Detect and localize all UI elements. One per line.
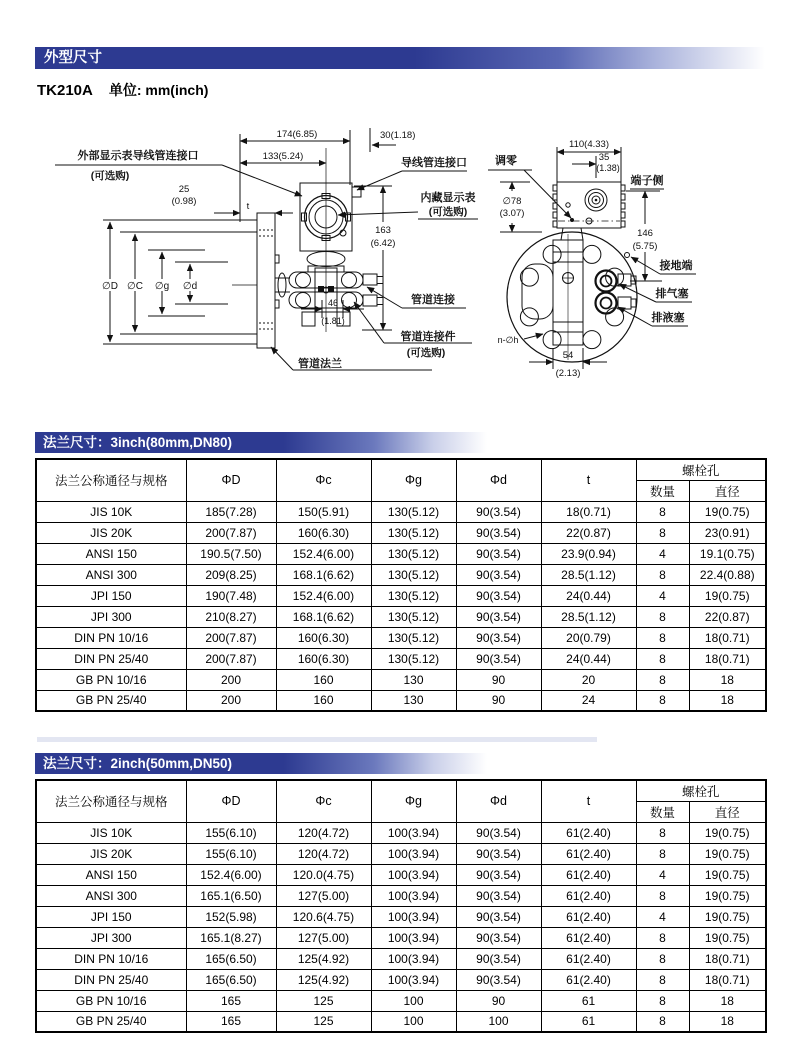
dimension-cell: 90(3.54): [456, 606, 541, 627]
dimension-cell: 61(2.40): [541, 885, 636, 906]
col-header-bolt-holes: 螺栓孔: [636, 459, 766, 480]
dimension-cell: 120.0(4.75): [276, 864, 371, 885]
table-row: [36, 627, 766, 648]
table-row: [36, 822, 766, 843]
dimension-cell: 90: [456, 669, 541, 690]
col-header-phic: Φc: [276, 780, 371, 822]
dimension-cell: 61(2.40): [541, 948, 636, 969]
table-row: [36, 864, 766, 885]
flange-spec-cell: JPI 300: [36, 606, 186, 627]
dimension-cell: 120(4.72): [276, 822, 371, 843]
label-vent-plug: 排气塞: [655, 288, 689, 300]
label-terminal-side: 端子侧: [630, 175, 664, 187]
dimension-cell: 8: [636, 1011, 689, 1032]
dimension-cell: 90(3.54): [456, 927, 541, 948]
dim-46-inch: (1.81): [321, 316, 345, 326]
dimension-cell: 130: [371, 690, 456, 711]
dimension-cell: 18: [689, 1011, 766, 1032]
dimension-cell: 8: [636, 927, 689, 948]
table-row: [36, 522, 766, 543]
dimension-cell: 127(5.00): [276, 927, 371, 948]
dimension-cell: 165(6.50): [186, 948, 276, 969]
dimension-cell: 90(3.54): [456, 969, 541, 990]
dimension-cell: 18: [689, 990, 766, 1011]
label-bolt-holes: n-∅h: [497, 335, 519, 345]
dimension-cell: 160: [276, 690, 371, 711]
dim-t: t: [246, 201, 250, 212]
model-name: TK210A: [37, 82, 93, 99]
col-header-dia: 直径: [689, 801, 766, 822]
label-drain-plug: 排液塞: [651, 312, 685, 324]
col-header-phic: Φc: [276, 459, 371, 501]
dim-front-height: 146: [637, 228, 653, 239]
label-pipe-connector-note: (可选购): [406, 347, 446, 359]
dimension-cell: 165: [186, 1011, 276, 1032]
dimension-cell: 152.4(6.00): [276, 543, 371, 564]
flange-table-dn80: [35, 458, 767, 712]
table-row: [36, 564, 766, 585]
dimension-cell: 130(5.12): [371, 543, 456, 564]
col-header-phiD: ΦD: [186, 459, 276, 501]
dim-height-inch: (6.42): [370, 238, 396, 249]
dimension-cell: 90(3.54): [456, 648, 541, 669]
dimension-cell: 168.1(6.62): [276, 564, 371, 585]
label-pipe-flange: 管道法兰: [298, 358, 342, 370]
table-row: [36, 648, 766, 669]
dimension-cell: 100(3.94): [371, 843, 456, 864]
dimension-cell: 165(6.50): [186, 969, 276, 990]
dimension-cell: 130(5.12): [371, 564, 456, 585]
label-pipe-connector: 管道连接件: [400, 331, 456, 343]
dimension-cell: 90: [456, 990, 541, 1011]
dim-width-right: 30(1.18): [380, 130, 416, 141]
label-external-conduit: 外部显示表导线管连接口: [77, 150, 199, 162]
col-header-phiD: ΦD: [186, 780, 276, 822]
dimension-cell: 100(3.94): [371, 948, 456, 969]
flange-spec-cell: DIN PN 10/16: [36, 948, 186, 969]
col-header-t: t: [541, 459, 636, 501]
dimension-cell: 8: [636, 822, 689, 843]
dia-d-label: ∅d: [182, 281, 198, 292]
dimension-cell: 160(6.30): [276, 522, 371, 543]
dimension-cell: 200: [186, 690, 276, 711]
dimension-cell: 209(8.25): [186, 564, 276, 585]
section-banner: [35, 47, 765, 69]
dimension-cell: 18(0.71): [689, 627, 766, 648]
dimension-cell: 130(5.12): [371, 522, 456, 543]
unit-label: 单位: mm(inch): [108, 82, 209, 98]
table-row: [36, 969, 766, 990]
table-row: [36, 501, 766, 522]
table-banner-dn80: [35, 432, 487, 453]
table-banner-dn50: [35, 753, 487, 774]
dimension-cell: 152.4(6.00): [186, 864, 276, 885]
dimension-cell: 90(3.54): [456, 948, 541, 969]
flange-spec-cell: DIN PN 25/40: [36, 648, 186, 669]
dimension-cell: 19.1(0.75): [689, 543, 766, 564]
dimension-cell: 165: [186, 990, 276, 1011]
flange-spec-cell: GB PN 25/40: [36, 1011, 186, 1032]
flange-spec-cell: JIS 10K: [36, 822, 186, 843]
dimension-cell: 28.5(1.12): [541, 564, 636, 585]
dimension-cell: 90(3.54): [456, 585, 541, 606]
dimension-cell: 152.4(6.00): [276, 585, 371, 606]
table-row: [36, 690, 766, 711]
dim-front-height-inch: (5.75): [632, 241, 658, 252]
dimension-cell: 152(5.98): [186, 906, 276, 927]
dimension-cell: 125: [276, 1011, 371, 1032]
dimension-cell: 8: [636, 690, 689, 711]
dim-35: 35: [598, 152, 610, 163]
col-header-qty: 数量: [636, 480, 689, 501]
dim-46: 46: [327, 298, 339, 308]
flange-spec-cell: GB PN 10/16: [36, 990, 186, 1011]
dimension-cell: 165.1(6.50): [186, 885, 276, 906]
dimension-cell: 200(7.87): [186, 648, 276, 669]
dim-height: 163: [375, 225, 391, 236]
col-header-spec: 法兰公称通径与规格: [36, 459, 186, 501]
dimension-cell: 8: [636, 627, 689, 648]
dimension-cell: 8: [636, 969, 689, 990]
table-row: [36, 1011, 766, 1032]
flange-table-section-dn50: [35, 753, 765, 1033]
table-row: [36, 927, 766, 948]
flange-table-dn50: [35, 779, 767, 1033]
dimension-cell: 18(0.71): [689, 948, 766, 969]
dimension-cell: 19(0.75): [689, 906, 766, 927]
dimension-cell: 127(5.00): [276, 885, 371, 906]
dimension-cell: 8: [636, 885, 689, 906]
dimension-cell: 19(0.75): [689, 501, 766, 522]
table-row: [36, 948, 766, 969]
dimension-cell: 20: [541, 669, 636, 690]
dimension-cell: 24: [541, 690, 636, 711]
dim-width-total: 174(6.85): [276, 129, 318, 140]
dimension-cell: 8: [636, 564, 689, 585]
flange-spec-cell: GB PN 25/40: [36, 690, 186, 711]
label-builtin-display-note: (可选购): [428, 206, 468, 218]
dimension-cell: 24(0.44): [541, 585, 636, 606]
dimension-cell: 90(3.54): [456, 627, 541, 648]
dimension-cell: 4: [636, 864, 689, 885]
table-row: [36, 606, 766, 627]
table-row: [36, 990, 766, 1011]
table-row: [36, 906, 766, 927]
dimension-cell: 100: [371, 1011, 456, 1032]
dimension-cell: 90(3.54): [456, 501, 541, 522]
dimension-cell: 61(2.40): [541, 843, 636, 864]
table-banner-label: 法兰尺寸：2inch(50mm,DN50): [43, 756, 233, 771]
table-row: [36, 669, 766, 690]
dimension-cell: 61: [541, 1011, 636, 1032]
label-builtin-display: 内藏显示表: [420, 192, 476, 204]
dia-C-label: ∅C: [127, 281, 143, 292]
dimension-cell: 160(6.30): [276, 627, 371, 648]
dimension-cell: 190(7.48): [186, 585, 276, 606]
dimension-cell: 130: [371, 669, 456, 690]
dim-25: 25: [178, 184, 190, 195]
dimension-cell: 100(3.94): [371, 822, 456, 843]
dimension-cell: 90(3.54): [456, 822, 541, 843]
dimension-cell: 8: [636, 669, 689, 690]
flange-spec-cell: GB PN 10/16: [36, 669, 186, 690]
dimension-cell: 90: [456, 690, 541, 711]
banner-shadow-strip: [37, 737, 597, 742]
model-title-line: [37, 80, 208, 100]
dimension-cell: 100: [456, 1011, 541, 1032]
col-header-t: t: [541, 780, 636, 822]
dimension-cell: 125(4.92): [276, 969, 371, 990]
dimension-cell: 61(2.40): [541, 906, 636, 927]
dimension-cell: 155(6.10): [186, 822, 276, 843]
dimension-cell: 28.5(1.12): [541, 606, 636, 627]
dimension-cell: 22(0.87): [689, 606, 766, 627]
col-header-spec: 法兰公称通径与规格: [36, 780, 186, 822]
dimension-cell: 24(0.44): [541, 648, 636, 669]
dimension-cell: 19(0.75): [689, 927, 766, 948]
dim-25-inch: (0.98): [171, 196, 197, 207]
dimension-cell: 8: [636, 843, 689, 864]
col-header-phig: Φg: [371, 459, 456, 501]
dimension-cell: 100(3.94): [371, 885, 456, 906]
dimension-drawing: [0, 112, 800, 404]
dimension-cell: 8: [636, 990, 689, 1011]
dimension-cell: 18(0.71): [689, 969, 766, 990]
flange-spec-cell: JPI 150: [36, 906, 186, 927]
dimension-cell: 20(0.79): [541, 627, 636, 648]
dimension-cell: 200(7.87): [186, 627, 276, 648]
dimension-cell: 19(0.75): [689, 864, 766, 885]
dimension-cell: 19(0.75): [689, 885, 766, 906]
dim-width-center: 133(5.24): [262, 151, 304, 162]
dimension-cell: 100(3.94): [371, 864, 456, 885]
dim-54-inch: (2.13): [555, 368, 581, 379]
dimension-cell: 90(3.54): [456, 543, 541, 564]
dimension-cell: 61(2.40): [541, 927, 636, 948]
flange-spec-cell: DIN PN 10/16: [36, 627, 186, 648]
front-view-transmitter: [507, 182, 637, 362]
dimension-cell: 18(0.71): [689, 648, 766, 669]
dimension-cell: 4: [636, 906, 689, 927]
dimension-cell: 8: [636, 648, 689, 669]
dimension-cell: 90(3.54): [456, 843, 541, 864]
dimension-cell: 190.5(7.50): [186, 543, 276, 564]
flange-spec-cell: JPI 300: [36, 927, 186, 948]
dimension-cell: 19(0.75): [689, 585, 766, 606]
flange-spec-cell: JIS 20K: [36, 522, 186, 543]
dimension-cell: 130(5.12): [371, 648, 456, 669]
dim-54: 54: [562, 350, 574, 361]
dimension-cell: 61: [541, 990, 636, 1011]
dimension-cell: 23(0.91): [689, 522, 766, 543]
col-header-qty: 数量: [636, 801, 689, 822]
dimension-cell: 61(2.40): [541, 969, 636, 990]
flange-spec-cell: JPI 150: [36, 585, 186, 606]
dimension-cell: 4: [636, 585, 689, 606]
dia-D-label: ∅D: [102, 281, 118, 292]
table-row: [36, 885, 766, 906]
col-header-phig: Φg: [371, 780, 456, 822]
dimension-cell: 100: [371, 990, 456, 1011]
dimension-cell: 168.1(6.62): [276, 606, 371, 627]
table-banner-label: 法兰尺寸：3inch(80mm,DN80): [43, 435, 233, 450]
dim-35-inch: (1.38): [596, 163, 620, 173]
dimension-cell: 100(3.94): [371, 927, 456, 948]
dimension-cell: 22.4(0.88): [689, 564, 766, 585]
flange-spec-cell: ANSI 150: [36, 864, 186, 885]
label-ground-terminal: 接地端: [659, 260, 693, 272]
dimension-cell: 120.6(4.75): [276, 906, 371, 927]
table-row: [36, 585, 766, 606]
dimension-cell: 130(5.12): [371, 501, 456, 522]
section-banner-label: 外型尺寸: [44, 50, 102, 66]
dimension-cell: 125: [276, 990, 371, 1011]
dimension-cell: 61(2.40): [541, 864, 636, 885]
flange-spec-cell: ANSI 300: [36, 885, 186, 906]
dimension-cell: 200: [186, 669, 276, 690]
col-header-phid: Φd: [456, 459, 541, 501]
dimension-cell: 61(2.40): [541, 822, 636, 843]
dimension-cell: 19(0.75): [689, 843, 766, 864]
dimension-cell: 19(0.75): [689, 822, 766, 843]
flange-table-section-dn80: [35, 432, 765, 712]
dimension-cell: 130(5.12): [371, 606, 456, 627]
dimension-cell: 120(4.72): [276, 843, 371, 864]
label-external-conduit-note: (可选购): [90, 170, 130, 182]
dimension-cell: 90(3.54): [456, 522, 541, 543]
dimension-cell: 8: [636, 501, 689, 522]
dimension-cell: 18(0.71): [541, 501, 636, 522]
table-row: [36, 543, 766, 564]
dimension-cell: 185(7.28): [186, 501, 276, 522]
dimension-cell: 8: [636, 522, 689, 543]
dimension-cell: 210(8.27): [186, 606, 276, 627]
dimension-cell: 165.1(8.27): [186, 927, 276, 948]
dimension-cell: 90(3.54): [456, 906, 541, 927]
label-zero-adjust: 调零: [495, 155, 517, 167]
dimension-cell: 18: [689, 669, 766, 690]
flange-spec-cell: DIN PN 25/40: [36, 969, 186, 990]
dimension-cell: 100(3.94): [371, 906, 456, 927]
dimension-cell: 22(0.87): [541, 522, 636, 543]
dimension-cell: 160: [276, 669, 371, 690]
col-header-bolt-holes: 螺栓孔: [636, 780, 766, 801]
dimension-cell: 150(5.91): [276, 501, 371, 522]
label-pipe-connection: 管道连接: [411, 294, 455, 306]
dim-front-width: 110(4.33): [569, 139, 609, 150]
dimension-cell: 8: [636, 606, 689, 627]
dimension-cell: 100(3.94): [371, 969, 456, 990]
dimension-cell: 160(6.30): [276, 648, 371, 669]
dimension-cell: 130(5.12): [371, 627, 456, 648]
flange-spec-cell: JIS 20K: [36, 843, 186, 864]
label-conduit-port: 导线管连接口: [401, 157, 467, 169]
dimension-cell: 90(3.54): [456, 864, 541, 885]
dimension-cell: 8: [636, 948, 689, 969]
dimension-cell: 4: [636, 543, 689, 564]
col-header-dia: 直径: [689, 480, 766, 501]
dimension-cell: 18: [689, 690, 766, 711]
dia-g-label: ∅g: [154, 281, 170, 292]
flange-spec-cell: ANSI 150: [36, 543, 186, 564]
dimension-cell: 90(3.54): [456, 564, 541, 585]
dimension-cell: 125(4.92): [276, 948, 371, 969]
dimension-cell: 23.9(0.94): [541, 543, 636, 564]
dimension-cell: 155(6.10): [186, 843, 276, 864]
table-row: [36, 843, 766, 864]
flange-spec-cell: ANSI 300: [36, 564, 186, 585]
dimension-cell: 90(3.54): [456, 885, 541, 906]
flange-spec-cell: JIS 10K: [36, 501, 186, 522]
dimension-cell: 200(7.87): [186, 522, 276, 543]
dimension-cell: 130(5.12): [371, 585, 456, 606]
dia-78-inch: (3.07): [499, 208, 525, 219]
dia-78: ∅78: [502, 196, 522, 207]
col-header-phid: Φd: [456, 780, 541, 822]
